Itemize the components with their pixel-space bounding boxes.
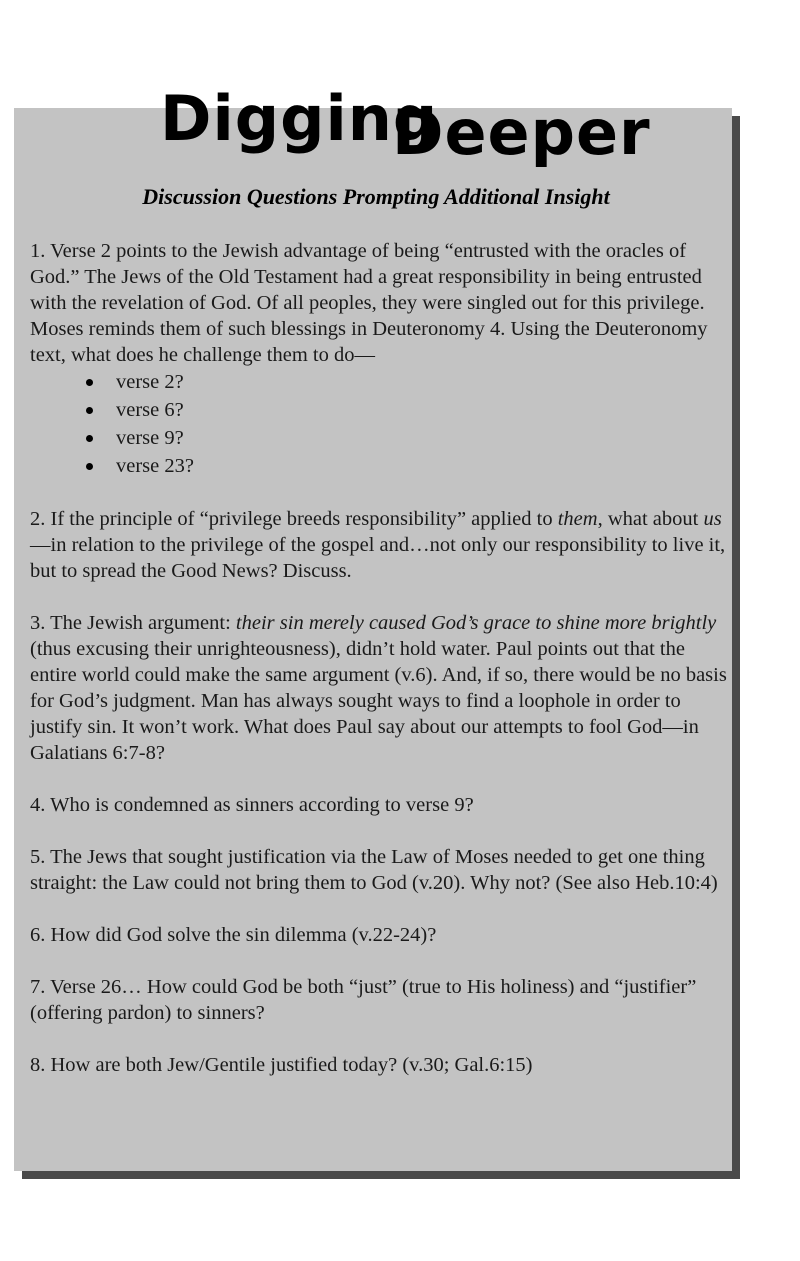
question-2-text: 2. If the principle of “privilege breeds responsibility” applied to them, what about us—in relation to the privilege of the gospel and…not only our responsibility to live it, but to spread the Good News? Discuss. [30, 508, 726, 582]
question-8 [30, 1052, 730, 1078]
bullet-text: verse 9? [116, 427, 184, 449]
question-5 [30, 844, 730, 896]
bullet-item [30, 424, 730, 452]
bullet-icon [86, 435, 93, 442]
question-4-text: 4. Who is condemned as sinners according to verse 9? [30, 794, 474, 816]
bullet-icon [86, 379, 93, 386]
bullet-icon [86, 407, 93, 414]
question-6 [30, 922, 730, 948]
question-4 [30, 792, 730, 818]
bullet-text: verse 2? [116, 371, 184, 393]
question-1-text: 1. Verse 2 points to the Jewish advantage of being “entrusted with the oracles of God.” The Jews of the Old Testament had a great responsibility in being entrusted with the revelation of God. Of all peoples, they were singled out for this privilege. Moses reminds them of such blessings in Deuteronomy 4. Using the Deuteronomy text, what does he challenge them to do— [30, 240, 708, 366]
question-6-text: 6. How did God solve the sin dilemma (v.22-24)? [30, 924, 437, 946]
question-3-text: 3. The Jewish argument: their sin merely caused God’s grace to shine more brightly (thus excusing their unrighteousness), didn’t hold water. Paul points out that the entire world could make the same argument (v.6). And, if so, there would be no basis for God’s judgment. Man has always sought ways to find a loophole in order to justify sin. It won’t work. What does Paul say about our attempts to fool God—in Galatians 6:7-8? [30, 612, 727, 764]
bullet-item [30, 368, 730, 396]
question-7-text: 7. Verse 26… How could God be both “just” (true to His holiness) and “justifier” (offering pardon) to sinners? [30, 976, 697, 1024]
question-8-text: 8. How are both Jew/Gentile justified today? (v.30; Gal.6:15) [30, 1054, 533, 1076]
question-3 [30, 610, 730, 766]
bullet-icon [86, 463, 93, 470]
bullet-item [30, 452, 730, 480]
question-5-text: 5. The Jews that sought justification via the Law of Moses needed to get one thing straight: the Law could not bring them to God (v.20). Why not? (See also Heb.10:4) [30, 846, 718, 894]
title-word-digging: Digging [160, 82, 439, 155]
bullet-text: verse 23? [116, 455, 194, 477]
bullet-text: verse 6? [116, 399, 184, 421]
questions-list [30, 238, 730, 1104]
question-1-bullets [30, 368, 730, 480]
bullet-item [30, 396, 730, 424]
question-2 [30, 506, 730, 584]
subtitle: Discussion Questions Prompting Additional Insight [142, 184, 610, 209]
question-1 [30, 238, 730, 480]
question-7 [30, 974, 730, 1026]
title-word-deeper: Deeper [392, 96, 651, 169]
